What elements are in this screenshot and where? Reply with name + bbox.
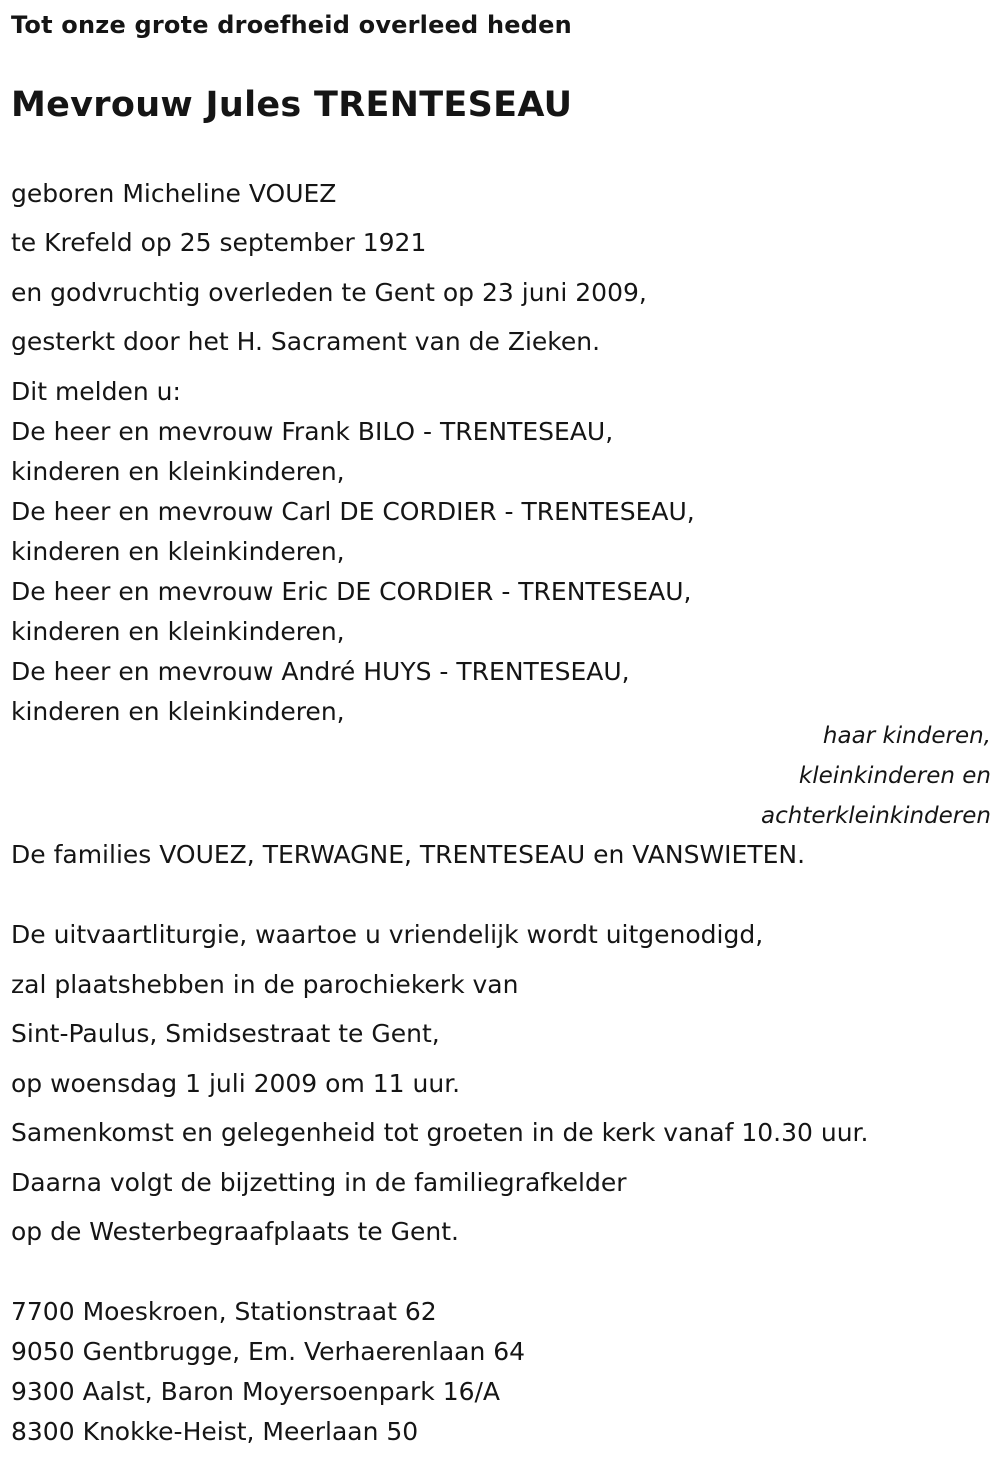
funeral-line: De uitvaartliturgie, waartoe u vriendelijk wordt uitgenodigd, — [11, 920, 764, 949]
family-line: kinderen en kleinkinderen, — [11, 537, 345, 566]
sacrament-line: gesterkt door het H. Sacrament van de Zieken. — [11, 327, 601, 356]
address-line: 9050 Gentbrugge, Em. Verhaerenlaan 64 — [11, 1337, 526, 1366]
family-line: kinderen en kleinkinderen, — [11, 457, 345, 486]
intro-line: Tot onze grote droefheid overleed heden — [11, 11, 572, 39]
family-line: De heer en mevrouw André HUYS - TRENTESEAU, — [11, 657, 630, 686]
family-line: kinderen en kleinkinderen, — [11, 697, 345, 726]
address-line: 7700 Moeskroen, Stationstraat 62 — [11, 1297, 437, 1326]
funeral-line: op woensdag 1 juli 2009 om 11 uur. — [11, 1069, 461, 1098]
family-line: De heer en mevrouw Frank BILO - TRENTESEAU, — [11, 417, 614, 446]
family-line: De heer en mevrouw Eric DE CORDIER - TRENTESEAU, — [11, 577, 692, 606]
announce-intro: Dit melden u: — [11, 377, 181, 406]
family-line: kinderen en kleinkinderen, — [11, 617, 345, 646]
death-line: en godvruchtig overleden te Gent op 23 juni 2009, — [11, 278, 647, 307]
funeral-line: zal plaatshebben in de parochiekerk van — [11, 970, 519, 999]
signature-line: achterkleinkinderen — [761, 803, 991, 829]
families-line: De families VOUEZ, TERWAGNE, TRENTESEAU en VANSWIETEN. — [11, 840, 806, 869]
deceased-name: Mevrouw Jules TRENTESEAU — [11, 85, 573, 125]
birth-line: te Krefeld op 25 september 1921 — [11, 228, 427, 257]
address-line: 9300 Aalst, Baron Moyersoenpark 16/A — [11, 1377, 501, 1406]
signature-line: kleinkinderen en — [798, 763, 991, 789]
funeral-line: Sint-Paulus, Smidsestraat te Gent, — [11, 1019, 440, 1048]
funeral-line: Daarna volgt de bijzetting in de familiegrafkelder — [11, 1168, 627, 1197]
address-line: 8300 Knokke-Heist, Meerlaan 50 — [11, 1417, 419, 1446]
family-line: De heer en mevrouw Carl DE CORDIER - TRENTESEAU, — [11, 497, 695, 526]
funeral-line: op de Westerbegraafplaats te Gent. — [11, 1217, 459, 1246]
funeral-line: Samenkomst en gelegenheid tot groeten in de kerk vanaf 10.30 uur. — [11, 1118, 869, 1147]
birth-line: geboren Micheline VOUEZ — [11, 179, 337, 208]
signature-line: haar kinderen, — [822, 723, 991, 749]
